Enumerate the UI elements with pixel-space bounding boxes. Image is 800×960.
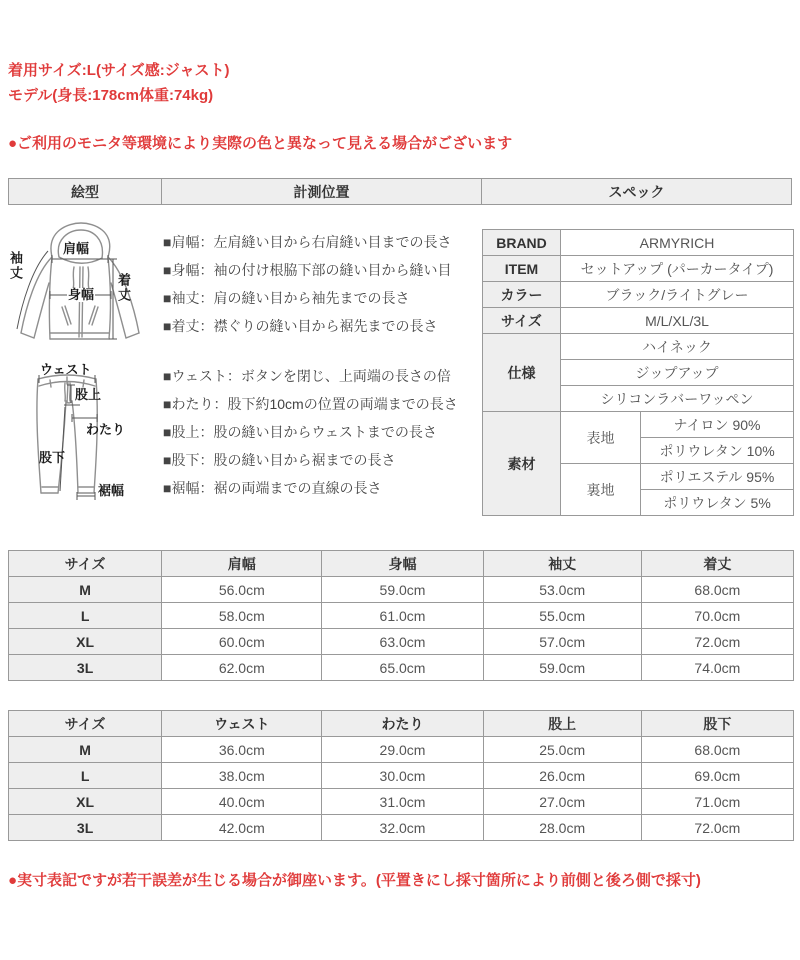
measure-point: ■股上：股の縫い目からウェストまでの長さ: [163, 424, 437, 440]
spec-material-outer-value: ナイロン 90%: [641, 412, 794, 438]
value-cell: 70.0cm: [641, 603, 793, 629]
spec-color-label: カラー: [483, 282, 561, 308]
size-chart-header: 身幅: [322, 551, 483, 577]
spec-size-value: M/L/XL/3L: [561, 308, 794, 334]
value-cell: 31.0cm: [322, 789, 483, 815]
pants-label-rise: 股上: [75, 387, 102, 402]
hoodie-label-garment-length: 着丈: [116, 273, 131, 303]
measure-point: ■袖丈：肩の縫い目から袖先までの長さ: [163, 290, 410, 306]
measurement-note: ●実寸表記ですが若干誤差が生じる場合が御座います。(平置きにし採寸箇所により前側と後ろ側で採寸): [8, 872, 701, 889]
measure-point: ■肩幅：左肩縫い目から右肩縫い目までの長さ: [163, 234, 452, 250]
size-chart-header: 袖丈: [483, 551, 641, 577]
measure-point: ■身幅：袖の付け根脇下部の縫い目から縫い目: [163, 262, 452, 278]
value-cell: 65.0cm: [322, 655, 483, 681]
size-chart-header: サイズ: [9, 551, 162, 577]
pants-label-waist: ウェスト: [40, 362, 92, 377]
info-table-header: [8, 178, 792, 205]
model-info-text: モデル(身長:178cm体重:74kg): [8, 87, 214, 104]
measure-point: ■わたり：股下約10cmの位置の両端までの長さ: [163, 396, 458, 412]
value-cell: 69.0cm: [641, 763, 793, 789]
size-chart-header: 着丈: [641, 551, 793, 577]
col-header-drawing: 絵型: [9, 179, 162, 204]
pants-label-thigh: わたり: [86, 422, 126, 437]
value-cell: 53.0cm: [483, 577, 641, 603]
size-row-m: [9, 577, 794, 603]
size-chart-header: 肩幅: [162, 551, 322, 577]
value-cell: 56.0cm: [162, 577, 322, 603]
size-chart-header: ウェスト: [162, 711, 322, 737]
value-cell: 63.0cm: [322, 629, 483, 655]
value-cell: 72.0cm: [641, 815, 793, 841]
spec-feature-value: ハイネック: [561, 334, 794, 360]
monitor-note: ●ご利用のモニタ等環境により実際の色と異なって見える場合がございます: [8, 135, 513, 152]
spec-feature-value: シリコンラバーワッペン: [561, 386, 794, 412]
size-row-xl: [9, 789, 794, 815]
measure-point: ■ウェスト：ボタンを閉じ、上両端の長さの倍: [163, 368, 451, 384]
hoodie-label-shoulder-width: 肩幅: [63, 241, 90, 256]
spec-color-value: ブラック/ライトグレー: [561, 282, 794, 308]
value-cell: 59.0cm: [483, 655, 641, 681]
pants-label-inseam: 股下: [39, 450, 66, 465]
value-cell: 42.0cm: [162, 815, 322, 841]
size-chart-header: 股下: [641, 711, 793, 737]
value-cell: 74.0cm: [641, 655, 793, 681]
spec-brand-value: ARMYRICH: [561, 230, 794, 256]
size-row-3l: [9, 655, 794, 681]
value-cell: 27.0cm: [483, 789, 641, 815]
hoodie-diagram: [8, 215, 161, 363]
size-cell: XL: [9, 629, 162, 655]
size-chart-tops: [8, 550, 794, 681]
measure-point: ■股下：股の縫い目から裾までの長さ: [163, 452, 396, 468]
size-cell: 3L: [9, 655, 162, 681]
spec-material-outer-label: 表地: [561, 412, 641, 464]
pants-label-hem-width: 裾幅: [98, 483, 125, 498]
hoodie-label-body-width: 身幅: [68, 287, 95, 302]
size-row-m: [9, 737, 794, 763]
col-header-spec: スペック: [608, 183, 665, 200]
pants-diagram: [8, 363, 161, 525]
value-cell: 40.0cm: [162, 789, 322, 815]
size-chart-header: 股上: [483, 711, 641, 737]
spec-material-lining-value: ポリエステル 95%: [641, 464, 794, 490]
size-cell: XL: [9, 789, 162, 815]
value-cell: 60.0cm: [162, 629, 322, 655]
size-chart-pants: [8, 710, 794, 841]
spec-material-lining-value: ポリウレタン 5%: [641, 490, 794, 516]
col-header-measure-position: 計測位置: [162, 179, 482, 204]
spec-table: [482, 229, 794, 516]
value-cell: 26.0cm: [483, 763, 641, 789]
size-cell: M: [9, 737, 162, 763]
size-chart-header-row: [9, 551, 794, 577]
spec-material-lining-label: 裏地: [561, 464, 641, 516]
value-cell: 68.0cm: [641, 737, 793, 763]
size-cell: L: [9, 763, 162, 789]
measure-points-pants: [163, 362, 458, 502]
value-cell: 55.0cm: [483, 603, 641, 629]
value-cell: 68.0cm: [641, 577, 793, 603]
spec-features-label: 仕様: [483, 334, 561, 412]
measure-points-garment: [163, 228, 451, 340]
size-cell: M: [9, 577, 162, 603]
value-cell: 71.0cm: [641, 789, 793, 815]
size-cell: L: [9, 603, 162, 629]
hoodie-label-sleeve-length: 袖丈: [8, 251, 23, 281]
spec-brand-label: BRAND: [483, 230, 561, 256]
wear-info-block: [8, 58, 229, 108]
size-row-l: [9, 603, 794, 629]
value-cell: 29.0cm: [322, 737, 483, 763]
value-cell: 58.0cm: [162, 603, 322, 629]
spec-size-label: サイズ: [483, 308, 561, 334]
value-cell: 62.0cm: [162, 655, 322, 681]
value-cell: 32.0cm: [322, 815, 483, 841]
spec-item-value: セットアップ (パーカータイプ): [561, 256, 794, 282]
size-chart-header: わたり: [322, 711, 483, 737]
size-row-l: [9, 763, 794, 789]
value-cell: 30.0cm: [322, 763, 483, 789]
spec-material-label: 素材: [483, 412, 561, 516]
size-row-xl: [9, 629, 794, 655]
value-cell: 36.0cm: [162, 737, 322, 763]
size-cell: 3L: [9, 815, 162, 841]
spec-feature-value: ジップアップ: [561, 360, 794, 386]
spec-material-outer-value: ポリウレタン 10%: [641, 438, 794, 464]
spec-item-label: ITEM: [483, 256, 561, 282]
value-cell: 61.0cm: [322, 603, 483, 629]
size-chart-header-row: [9, 711, 794, 737]
measure-point: ■裾幅：裾の両端までの直線の長さ: [163, 480, 382, 496]
value-cell: 72.0cm: [641, 629, 793, 655]
wear-size-text: 着用サイズ:L(サイズ感:ジャスト): [8, 62, 230, 79]
size-row-3l: [9, 815, 794, 841]
value-cell: 57.0cm: [483, 629, 641, 655]
value-cell: 38.0cm: [162, 763, 322, 789]
value-cell: 59.0cm: [322, 577, 483, 603]
value-cell: 28.0cm: [483, 815, 641, 841]
size-chart-header: サイズ: [9, 711, 162, 737]
measure-point: ■着丈：襟ぐりの縫い目から裾先までの長さ: [163, 318, 438, 334]
value-cell: 25.0cm: [483, 737, 641, 763]
